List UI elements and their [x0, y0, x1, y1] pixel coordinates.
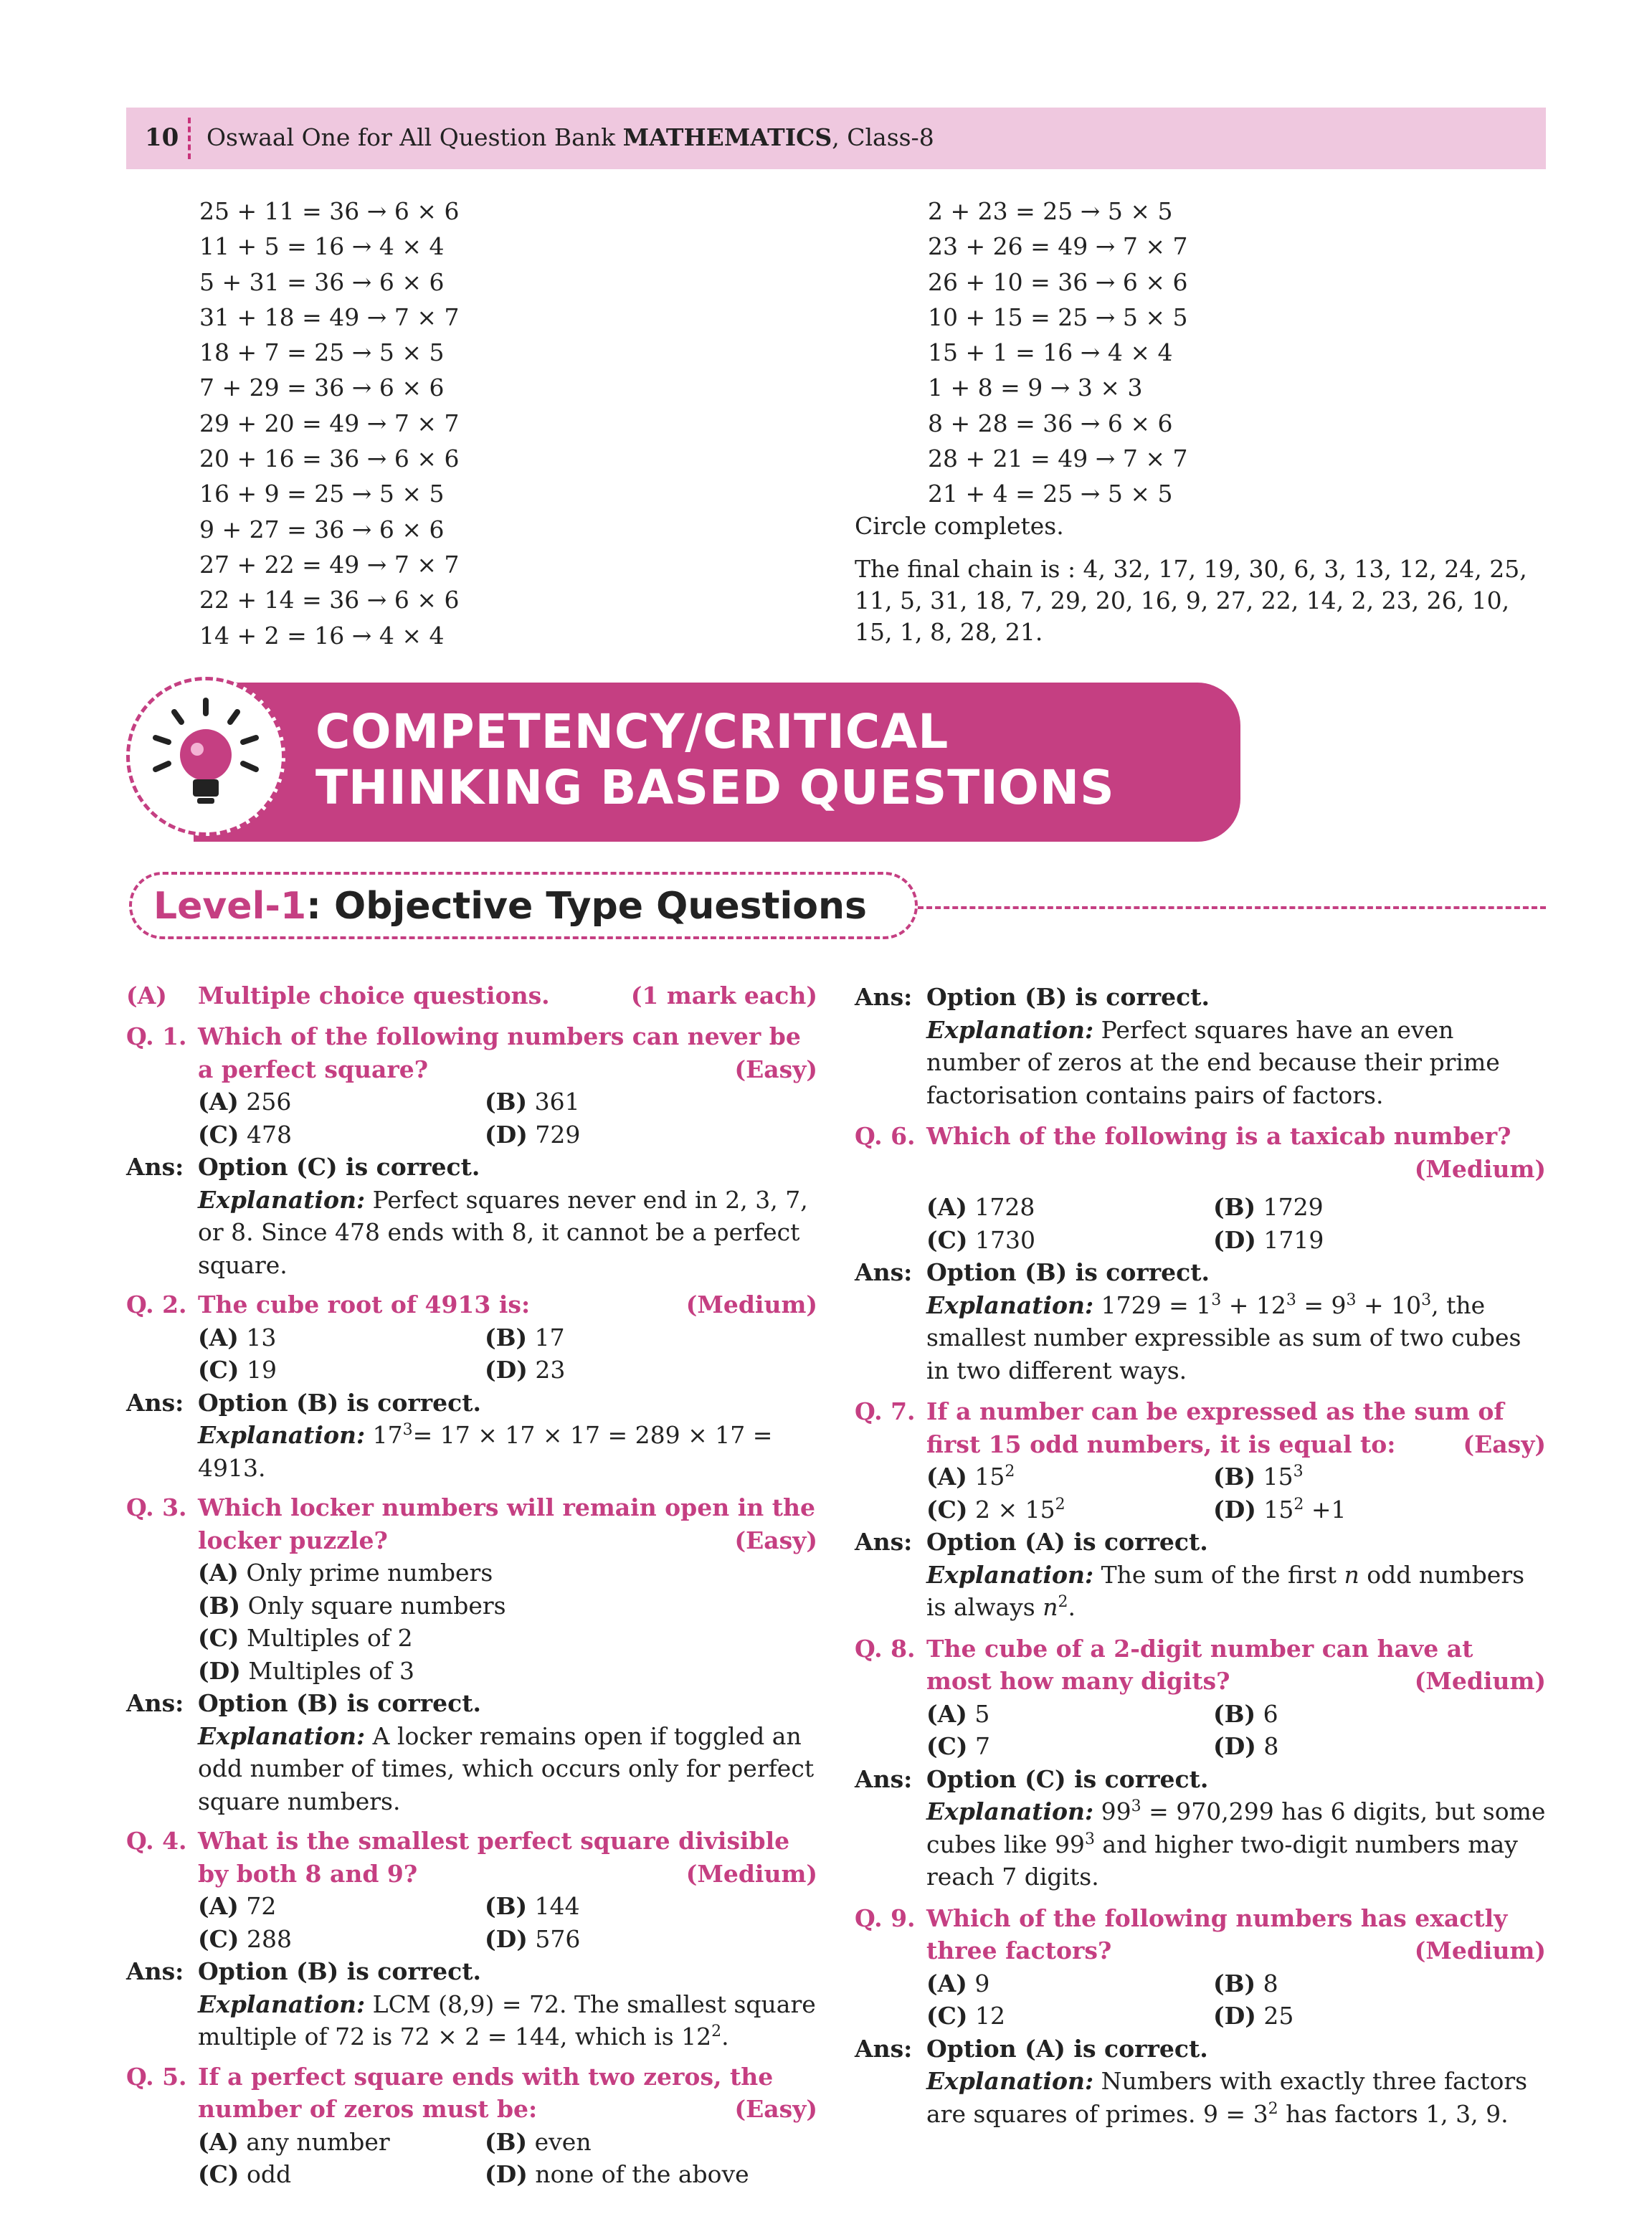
equation-line: 2 + 23 = 25 → 5 × 5	[928, 197, 1173, 225]
answer-label: Ans:	[855, 2034, 913, 2063]
equation-line: 16 + 9 = 25 → 5 × 5	[199, 480, 445, 508]
option: (A) any number	[198, 2127, 390, 2156]
explanation: Explanation: $17^3= 17 \times 17 \times 17 = 289 \times 17 = 4913$.	[198, 1421, 773, 1482]
level-divider	[918, 906, 1546, 909]
difficulty-badge: (Medium)	[685, 1859, 817, 1888]
header-divider	[188, 118, 191, 159]
banner-title-line2: THINKING BASED QUESTIONS	[315, 760, 1115, 815]
equations-left	[199, 194, 459, 653]
option: (C) 1730	[926, 1225, 1035, 1254]
answer-block	[126, 1387, 817, 1485]
question-number: Q. 3.	[126, 1493, 187, 1521]
options-row	[926, 1224, 1546, 1257]
equation-line: 27 + 22 = 49 → 7 × 7	[199, 550, 460, 579]
level-heading	[129, 872, 918, 939]
section-label: (A)	[126, 982, 167, 1009]
equation-line: 7 + 29 = 36 → 6 × 6	[199, 374, 445, 402]
option: (C) 12	[926, 2002, 1005, 2030]
answer-label: Ans:	[126, 1957, 184, 1985]
answer-label: Ans:	[855, 1258, 913, 1286]
option: (A) 72	[198, 1892, 277, 1920]
equation-line: 5 + 31 = 36 → 6 × 6	[199, 267, 445, 296]
question-text: Which locker numbers will remain open in the locker puzzle? (Easy)	[198, 1491, 817, 1557]
option: (D) 25	[1213, 2002, 1294, 2030]
option: (B) 8	[1213, 1969, 1278, 1997]
equation-line: 8 + 28 = 36 → 6 × 6	[928, 409, 1173, 437]
question-text: If a number can be expressed as the sum of first 15 odd numbers, it is equal to: (Easy)	[926, 1395, 1546, 1460]
options-row	[198, 2158, 817, 2191]
banner-title-line1: COMPETENCY/CRITICAL	[315, 704, 949, 759]
page-header	[126, 108, 1546, 169]
option: (C) 19	[198, 1356, 277, 1384]
difficulty-badge: (Easy)	[734, 1526, 817, 1554]
difficulty-badge: (Medium)	[1414, 1667, 1546, 1695]
options-row	[198, 1118, 817, 1151]
title-suffix: , Class-8	[832, 123, 934, 151]
question-1	[126, 1020, 817, 1085]
question-6	[855, 1120, 1546, 1185]
option: (A) 256	[198, 1088, 292, 1116]
question-text: What is the smallest perfect square divisible by both 8 and 9? (Medium)	[198, 1825, 817, 1890]
circle-completes: Circle completes.	[855, 512, 1064, 540]
equation-line: 15 + 1 = 16 → 4 × 4	[928, 338, 1173, 367]
equation-line: 29 + 20 = 49 → 7 × 7	[199, 409, 460, 437]
answer-block	[126, 1687, 817, 1818]
equation-line: 10 + 15 = 25 → 5 × 5	[928, 303, 1188, 331]
section-banner	[194, 683, 1240, 842]
question-number: Q. 8.	[855, 1634, 916, 1663]
options-row	[926, 1460, 1546, 1493]
option: (C) Multiples of 2	[198, 1624, 413, 1652]
question-7	[855, 1395, 1546, 1460]
equation-line: 23 + 26 = 49 → 7 × 7	[928, 232, 1188, 261]
options-row	[198, 2126, 817, 2159]
option: (C) 288	[198, 1924, 292, 1953]
equation-line: 20 + 16 = 36 → 6 × 6	[199, 445, 460, 473]
option: (D) $15^2 +1$	[1213, 1495, 1347, 1524]
options-row	[926, 1967, 1546, 2000]
option: (D) 8	[1213, 1732, 1279, 1760]
equation-line: 9 + 27 = 36 → 6 × 6	[199, 515, 445, 543]
options-row	[198, 1085, 817, 1118]
option: (C) $2 \times 15^2$	[926, 1495, 1065, 1524]
difficulty-badge: (Medium)	[1414, 1154, 1546, 1183]
question-9	[855, 1902, 1546, 1967]
answer-label: Ans:	[126, 1689, 184, 1717]
question-number: Q. 1.	[126, 1022, 187, 1050]
answer-text: Option (A) is correct.	[926, 1528, 1208, 1556]
answer-block	[855, 1526, 1546, 1624]
explanation: Explanation: Perfect squares have an even number of zeros at the end because their prime factorisation contains pairs of factors.	[926, 1015, 1500, 1109]
options-row	[926, 1698, 1546, 1731]
page-number: 10	[145, 123, 179, 152]
equation-line: 18 + 7 = 25 → 5 × 5	[199, 338, 445, 367]
option: (B) 144	[485, 1892, 580, 1920]
questions-left-column	[126, 979, 817, 2191]
answer-text: Option (B) is correct.	[198, 1689, 482, 1717]
option: (B) 17	[485, 1323, 565, 1351]
options-row	[926, 1493, 1546, 1526]
equation-line: 25 + 11 = 36 → 6 × 6	[199, 197, 460, 225]
options-row	[198, 1890, 817, 1923]
option: (B) even	[485, 2127, 592, 2156]
question-text: Which of the following numbers has exactly three factors? (Medium)	[926, 1902, 1546, 1967]
question-number: Q. 7.	[855, 1397, 916, 1425]
equation-line: 31 + 18 = 49 → 7 × 7	[199, 303, 460, 331]
answer-label: Ans:	[126, 1388, 184, 1417]
option: (B) Only square numbers	[198, 1591, 506, 1620]
options-row	[926, 2000, 1546, 2033]
options-row	[198, 1321, 817, 1354]
explanation: Explanation: The sum of the first n odd numbers is always $n^2$.	[926, 1560, 1525, 1621]
question-8	[855, 1633, 1546, 1698]
option: (A) 9	[926, 1969, 990, 1997]
level-subtitle: : Objective Type Questions	[306, 885, 867, 928]
option: (A) $15^2$	[926, 1463, 1015, 1491]
answer-label: Ans:	[126, 1153, 184, 1181]
question-number: Q. 9.	[855, 1904, 916, 1932]
option: (D) 729	[485, 1120, 581, 1149]
equation-line: 14 + 2 = 16 → 4 × 4	[199, 621, 445, 650]
answer-label: Ans:	[855, 1528, 913, 1556]
difficulty-badge: (Medium)	[685, 1291, 817, 1318]
answer-label: Ans:	[855, 983, 913, 1011]
option: (D) none of the above	[485, 2160, 749, 2188]
answer-text: Option (C) is correct.	[926, 1764, 1209, 1793]
question-text: The cube of a 2-digit number can have at most how many digits? (Medium)	[926, 1633, 1546, 1698]
explanation: Explanation: LCM (8,9) = 72. The smallest square multiple of 72 is 72 × 2 = 144, which is $12^2$.	[198, 1990, 816, 2051]
answer-text: Option (B) is correct.	[198, 1388, 482, 1417]
option: (D) 1719	[1213, 1225, 1324, 1254]
question-text: The cube root of 4913 is: (Medium)	[198, 1288, 817, 1321]
option: (A) 13	[198, 1323, 277, 1351]
answer-block	[855, 2033, 1546, 2131]
section-heading	[126, 979, 817, 1012]
answer-text: Option (B) is correct.	[926, 983, 1210, 1011]
level-label: Level-1	[153, 885, 307, 928]
question-text: Which of the following is a taxicab number? (Medium)	[926, 1120, 1546, 1185]
question-4	[126, 1825, 817, 1890]
question-number: Q. 2.	[126, 1291, 187, 1318]
equations-right	[928, 194, 1187, 512]
explanation: Explanation: A locker remains open if toggled an odd number of times, which occurs only for perfect square numbers.	[198, 1721, 815, 1815]
answer-block	[126, 1151, 817, 1281]
question-2	[126, 1288, 817, 1321]
question-number: Q. 5.	[126, 2062, 187, 2091]
options-row	[926, 1191, 1546, 1224]
difficulty-badge: (Easy)	[1463, 1430, 1546, 1458]
difficulty-badge: (Easy)	[734, 2095, 817, 2123]
option: (D) Multiples of 3	[198, 1656, 414, 1685]
question-5	[126, 2061, 817, 2126]
banner-icon-circle	[126, 677, 285, 836]
book-title	[206, 123, 934, 151]
option: (C) odd	[198, 2160, 292, 2188]
question-text: Which of the following numbers can never be a perfect square? (Easy)	[198, 1020, 817, 1085]
answer-block	[126, 1955, 817, 2053]
title-subject: MATHEMATICS	[622, 123, 832, 151]
equation-line: 1 + 8 = 9 → 3 × 3	[928, 374, 1143, 402]
options-row	[198, 1354, 817, 1387]
option: (A) 1728	[926, 1193, 1035, 1221]
section-marks: (1 mark each)	[630, 982, 817, 1009]
answer-block	[855, 1763, 1546, 1893]
option: (C) 478	[198, 1120, 292, 1149]
answer-text: Option (A) is correct.	[926, 2034, 1208, 2063]
equation-line: 22 + 14 = 36 → 6 × 6	[199, 586, 460, 614]
section-title: Multiple choice questions.	[198, 982, 550, 1009]
question-text: If a perfect square ends with two zeros, the number of zeros must be: (Easy)	[198, 2061, 817, 2126]
question-3	[126, 1491, 817, 1557]
explanation: Explanation: $99^3 = 970,299$ has 6 digits, but some cubes like $99^3$ and higher two-digit numbers may reach 7 digits.	[926, 1797, 1546, 1891]
difficulty-badge: (Easy)	[734, 1055, 817, 1083]
explanation: Explanation: Perfect squares never end in 2, 3, 7, or 8. Since 478 ends with 8, it cannot be a perfect square.	[198, 1185, 808, 1279]
questions-right-column	[855, 981, 1546, 2130]
equation-line: 11 + 5 = 16 → 4 × 4	[199, 232, 445, 261]
question-number: Q. 4.	[126, 1827, 187, 1855]
equation-line: 26 + 10 = 36 → 6 × 6	[928, 267, 1188, 296]
option: (D) 23	[485, 1356, 566, 1384]
answer-block	[855, 1256, 1546, 1387]
options-row	[926, 1730, 1546, 1763]
option: (D) 576	[485, 1924, 581, 1953]
final-chain: The final chain is : 4, 32, 17, 19, 30, 6, 3, 13, 12, 24, 25, 11, 5, 31, 18, 7, 29, 20, 16, 9, 27, 22, 14, 2, 23, 26, 10, 15, 1, 8, 28, 21.	[855, 555, 1527, 646]
title-prefix: Oswaal One for All Question Bank	[206, 123, 623, 151]
level-title	[153, 885, 867, 928]
answer-block	[855, 981, 1546, 1111]
option: (A) 5	[926, 1699, 990, 1728]
lightbulb-icon	[130, 680, 282, 832]
option: (B) 1729	[1213, 1193, 1324, 1221]
explanation: Explanation: Numbers with exactly three factors are squares of primes. $9 = 3^2$ has factors 1, 3, 9.	[926, 2067, 1528, 2128]
answer-text: Option (B) is correct.	[198, 1957, 482, 1985]
option: (B) 361	[485, 1088, 580, 1116]
question-number: Q. 6.	[855, 1122, 916, 1150]
answer-text: Option (C) is correct.	[198, 1153, 480, 1181]
answer-text: Option (B) is correct.	[926, 1258, 1210, 1286]
options-row	[198, 1923, 817, 1956]
equation-line: 21 + 4 = 25 → 5 × 5	[928, 480, 1173, 508]
equation-line: 28 + 21 = 49 → 7 × 7	[928, 445, 1188, 473]
explanation: Explanation: $1729 = 1^3 + 12^3 = 9^3 + 10^3$, the smallest number expressible as sum of two cubes in two different ways.	[926, 1291, 1522, 1384]
option: (B) 6	[1213, 1699, 1278, 1728]
option: (B) $15^3$	[1213, 1463, 1304, 1491]
difficulty-badge: (Medium)	[1414, 1937, 1546, 1964]
option: (A) Only prime numbers	[198, 1559, 493, 1587]
answer-label: Ans:	[855, 1764, 913, 1793]
option: (C) 7	[926, 1732, 990, 1760]
